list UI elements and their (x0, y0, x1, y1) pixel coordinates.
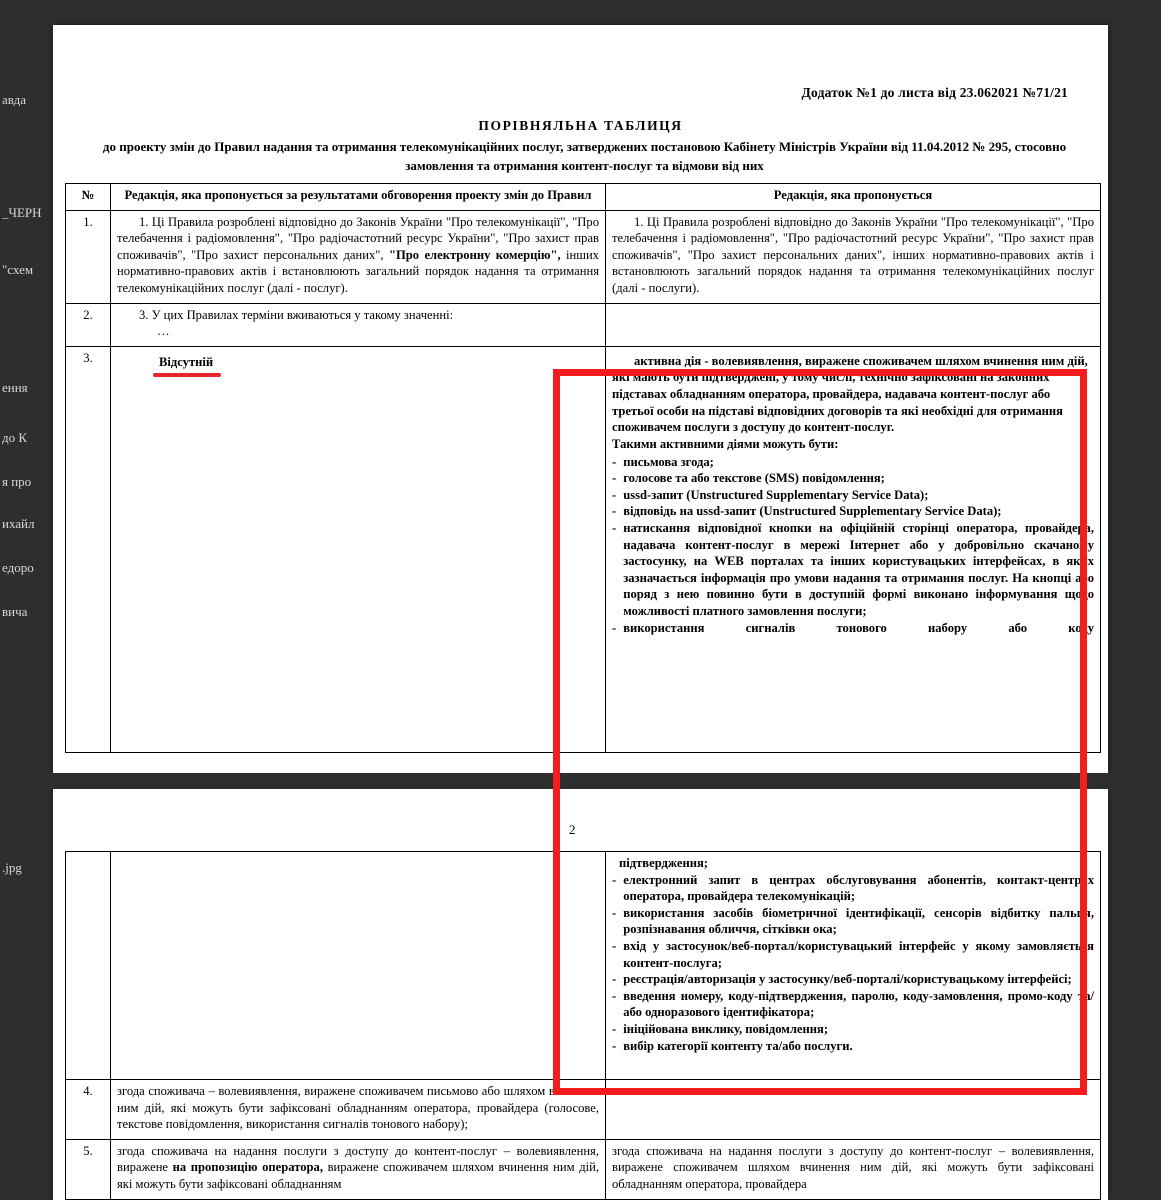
table-row (66, 852, 1101, 1080)
row-number: 4. (66, 1080, 111, 1140)
column-header-right: Редакція, яка пропонується (606, 184, 1101, 211)
list-item-text: письмова згода; (623, 454, 714, 469)
active-action-definition: активна дія - волевиявлення, виражене споживачем шляхом вчинення ним дій, які мають бути підтверджені, у тому числі, технічно зафіксовані на законних підставах обладнанням оператора, провайдера, надавача контент-послуг або третьої особи на підставі відповідних договорів та які необхідні для отримання споживачем послуги з доступу до контент-послуг. (612, 353, 1088, 435)
table-row (66, 303, 1101, 346)
row-right-text (606, 346, 1101, 752)
row-left-text (111, 346, 606, 752)
list-item-text: ussd-запит (Unstructured Supplementary Service Data); (623, 487, 929, 502)
list-item-text: електронний запит в центрах обслуговування абонентів, контакт-центрах оператора, провайдера телекомунікацій; (623, 872, 1094, 904)
background-document-text (0, 0, 60, 1200)
row-number: 3. (66, 346, 111, 752)
background-text-line: я про (2, 474, 32, 489)
background-text-line: .jpg (2, 860, 22, 875)
comparison-table-continued (65, 851, 1101, 1200)
list-item (612, 454, 1094, 471)
row-right-text (606, 852, 1101, 1080)
page-gap (0, 773, 1161, 789)
list-item (612, 620, 1094, 637)
column-header-number: № (66, 184, 111, 211)
comparison-table (65, 183, 1101, 753)
list-bullet-dash: - (612, 988, 617, 1003)
row-number (66, 852, 111, 1080)
list-bullet-dash: - (612, 454, 617, 469)
list-bullet-dash: - (612, 905, 617, 920)
background-text-line: ихайл (2, 516, 35, 531)
list-bullet-dash: - (612, 872, 617, 887)
row-right-text: 1. Ці Правила розроблені відповідно до Законів України "Про телекомунікації", "Про телебачення і радіомовлення", "Про радіочастотний ресурс України", "Про захист прав споживачів", "Про захист персональних даних", інших нормативно-правових актів і встановлюють загальний порядок надання та отримання телекомунікаційних послуг (далі - послуги). (606, 210, 1101, 303)
list-item (612, 503, 1094, 520)
list-item-text: використання засобів біометричної ідентифікації, сенсорів відбитку пальця, розпізнавання обличчя, сітківки ока; (623, 905, 1094, 937)
background-text-line: _ЧЕРН (2, 205, 42, 220)
row-left-text (111, 852, 606, 1080)
list-bullet-dash: - (612, 1038, 617, 1053)
list-item (612, 470, 1094, 487)
list-item-text: підтвердження; (619, 856, 708, 870)
document-header-reference: Додаток №1 до листа від 23.062021 №71/21 (801, 85, 1068, 100)
list-item (612, 905, 1094, 938)
table-row (66, 346, 1101, 752)
list-item (612, 988, 1094, 1021)
list-bullet-dash: - (612, 520, 617, 535)
background-text-line: ення (2, 380, 28, 395)
list-item-text: ініційована виклику, повідомлення; (623, 1022, 829, 1037)
table-header-row (66, 184, 1101, 211)
row-right-text (606, 303, 1101, 346)
list-item (612, 971, 1094, 988)
list-bullet-dash: - (612, 487, 617, 502)
document-page-2 (53, 789, 1108, 1200)
list-bullet-dash: - (612, 1022, 617, 1037)
row-left-text (111, 303, 606, 346)
emphasized-fragment: на пропозицію оператора, (172, 1160, 323, 1175)
column-header-left: Редакція, яка пропонується за результатами обговорення проекту змін до Правил (111, 184, 606, 211)
list-item (612, 938, 1094, 971)
table-row (66, 1139, 1101, 1199)
row-left-ellipsis: … (157, 324, 170, 339)
background-text-line: авда (2, 92, 26, 107)
row-number: 2. (66, 303, 111, 346)
list-item (612, 855, 1094, 872)
row-left-text: згода споживача – волевиявлення, виражене споживачем письмово або шляхом вчинення ним дій, які можуть бути зафіксовані обладнанням оператора, провайдера (голосове, текстове повідомлення, використання сигналів тонового набору); (111, 1080, 606, 1140)
list-bullet-dash: - (612, 939, 617, 954)
row-left-text-value: 3. У цих Правилах терміни вживаються у такому значенні: (139, 307, 454, 322)
row-number: 1. (66, 210, 111, 303)
active-action-lead: Такими активними діями можуть бути: (612, 436, 839, 451)
emphasized-fragment: "Про електронну комерцію", (388, 247, 561, 262)
list-bullet-dash: - (612, 471, 617, 486)
list-item-text: відповідь на ussd-запит (Unstructured Supplementary Service Data); (623, 504, 1002, 519)
absent-label-annotated: Відсутній (159, 354, 214, 369)
background-text-line: до К (2, 430, 28, 445)
list-item-text: вибір категорії контенту та/або послуги. (623, 1038, 853, 1053)
list-item-text: реєстрація/авторизація у застосунку/веб-порталі/користувацькому інтерфейсі; (623, 972, 1072, 987)
list-item (612, 1038, 1094, 1055)
list-item-text: введення номеру, коду-підтвердження, паролю, коду-замовлення, промо-коду та/або одноразового ідентифікатора; (623, 988, 1094, 1020)
list-item-text: натискання відповідної кнопки на офіційній сторінці оператора, провайдера, надавача контент-послуг в мережі Інтернет або у добровільно скачаному застосунку, на WEB порталах та інших користувацьких інтерфейсах, в яких зазначається інформація про умови надання та отримання послуг. На кнопці або поряд з нею повинно бути в доступній формі виконано інформування щодо можливості платного замовлення послуги; (623, 520, 1094, 619)
row-left-text-value: 1. Ці Правила розроблені відповідно до Законів України "Про телекомунікації", "Про телебачення і радіомовлення", "Про радіочастотний ресурс України", "Про захист прав споживачів", "Про захист персональних даних", "Про електронну комерцію", інших нормативно-правових актів і встановлюють загальний порядок надання та отримання телекомунікаційних послуг (далі - послуг). (117, 214, 599, 296)
list-item (612, 520, 1094, 620)
list-item (612, 872, 1094, 905)
list-item-text: використання сигналів тонового набору або коду (623, 620, 1094, 635)
row-number: 5. (66, 1139, 111, 1199)
row-left-text: згода споживача на надання послуги з доступу до контент-послуг – волевиявлення, виражене на пропозицію оператора, виражене споживачем шляхом вчинення ним дій, які можуть бути зафіксовані обладнанням (111, 1139, 606, 1199)
table-row (66, 1080, 1101, 1140)
document-title: ПОРІВНЯЛЬНА ТАБЛИЦЯ (478, 118, 683, 133)
list-item (612, 1021, 1094, 1038)
list-item-text: голосове та або текстове (SMS) повідомлення; (623, 471, 885, 486)
background-text-line: "схем (2, 262, 34, 277)
list-bullet-dash: - (612, 504, 617, 519)
row-left-text (111, 210, 606, 303)
document-page-1 (53, 25, 1108, 773)
document-subtitle: до проекту змін до Правил надання та отримання телекомунікаційних послуг, затверджених постановою Кабінету Міністрів України від 11.04.2012 № 295, стосовно замовлення та отримання контент-послуг та відмови від них (102, 139, 1067, 173)
row-right-text (606, 1080, 1101, 1140)
list-item (612, 487, 1094, 504)
list-bullet-dash: - (612, 972, 617, 987)
list-item-text: вхід у застосунок/веб-портал/користувацький інтерфейс у якому замовляється контент-послуга; (623, 939, 1094, 970)
background-text-line: вича (2, 604, 28, 619)
row-right-text: згода споживача на надання послуги з доступу до контент-послуг – волевиявлення, виражене споживачем шляхом вчинення ним дій, які можуть бути зафіксовані обладнанням оператора, провайдера (606, 1139, 1101, 1199)
background-text-line: едоро (2, 560, 34, 575)
table-row (66, 210, 1101, 303)
list-bullet-dash: - (612, 620, 617, 635)
page-number: 2 (569, 822, 576, 837)
